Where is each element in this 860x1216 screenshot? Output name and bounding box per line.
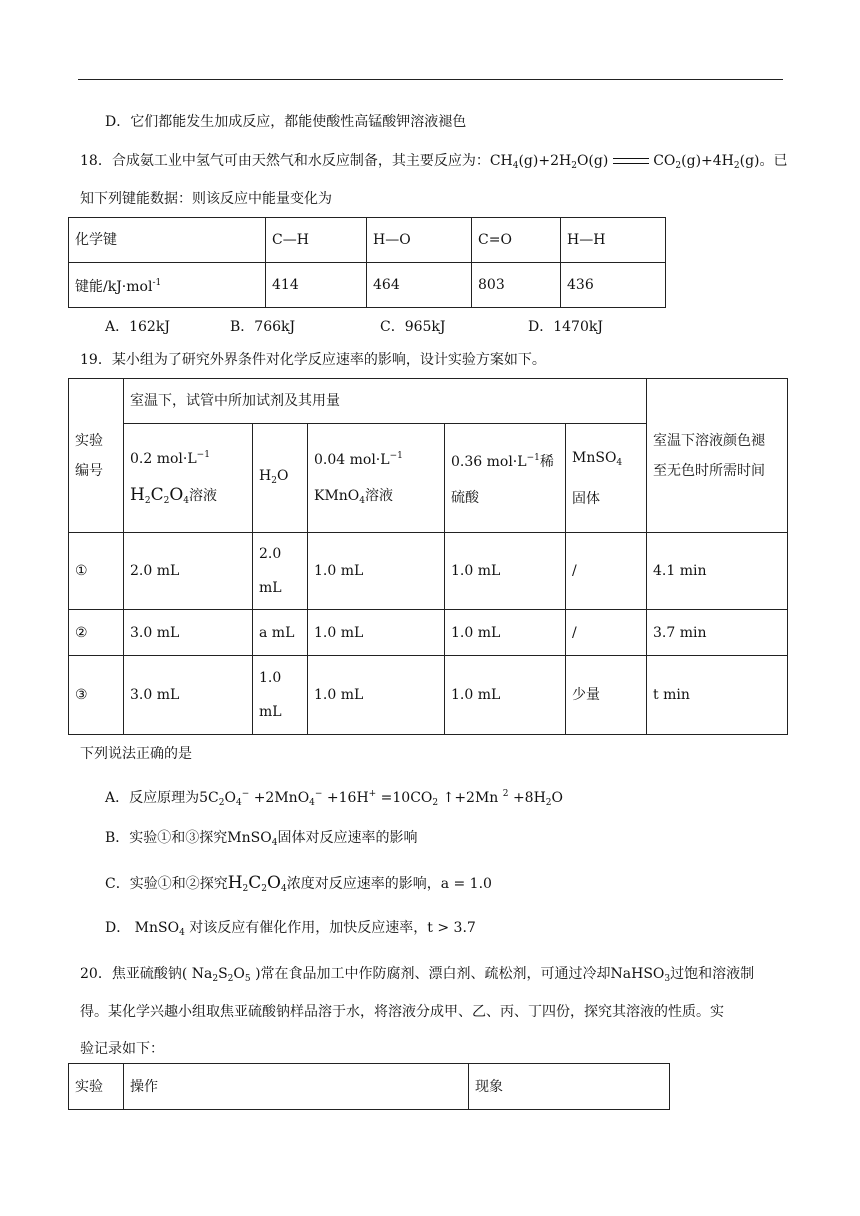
table-row [69, 656, 788, 735]
q20-stem-line3: 验记录如下： [80, 1041, 164, 1057]
table-cell: 现象 [469, 1064, 670, 1110]
header-text: 0.36 mol·L [451, 454, 527, 470]
header-text: KMnO [314, 487, 360, 504]
q18-stem-line1: 18．合成氨工业中氢气可由天然气和水反应制备，其主要反应为：$CH_4(g)+2H_2O(g)$ $CO_2(g)+4H_2(g)$。已 [80, 153, 788, 171]
table-cell: $H_2O$ [253, 424, 308, 533]
table-cell [69, 263, 266, 308]
q18-stem-text: (g)+4H [681, 153, 734, 169]
table-cell [69, 379, 124, 533]
header-text: 固体 [572, 490, 600, 507]
table-row [69, 263, 666, 308]
q20-text: 过饱和溶液制 [670, 966, 755, 982]
header-text: 至无色时所需时间 [653, 462, 765, 479]
row-label-sup: -1 [152, 278, 162, 288]
table-row [69, 218, 666, 263]
table-cell: 3.0 mL [124, 656, 253, 735]
q19-option-b: B．实验①和③探究MnSO$_4$固体对反应速率的影响 [105, 830, 418, 848]
q18-option-d: D．1470kJ [528, 319, 603, 335]
table-cell: 2.0 mL [124, 533, 253, 610]
q17-option-d: D．它们都能发生加成反应，都能使酸性高锰酸钾溶液褪色 [105, 114, 467, 130]
table-cell: C—H [266, 218, 367, 263]
q19-option-c: C．实验①和②探究$H_2C_2O_4$浓度对反应速率的影响，a = 1.0 [105, 873, 492, 894]
q20-text: )常在食品加工中作防腐剂、漂白剂、疏松剂，可通过冷却 [255, 966, 611, 982]
option-text: 对该反应有催化作用，加快反应速率， [189, 920, 428, 936]
table-cell: 操作 [124, 1064, 469, 1110]
header-text: 编号 [75, 462, 103, 479]
table-cell: / [566, 610, 647, 656]
table-cell: 414 [266, 263, 367, 308]
table-cell: 化学键 [69, 218, 266, 263]
cell-text: 2.0 [259, 546, 282, 562]
header-text: MnSO [572, 449, 617, 466]
table-cell: 3.7 min [647, 610, 788, 656]
header-text: 溶液 [365, 487, 394, 504]
table-row [69, 1064, 670, 1110]
header-text: 0.2 mol·L [130, 451, 197, 467]
table-row [69, 379, 788, 424]
table-cell: 4.1 min [647, 533, 788, 610]
q20-stem-line1: 20．焦亚硫酸钠( $Na_2S_2O_5$ )常在食品加工中作防腐剂、漂白剂、疏松剂，可通过冷却NaHSO$_3$过饱和溶液制 [80, 966, 755, 984]
cell-text: mL [259, 580, 282, 596]
q18-option-a: A．162kJ [105, 319, 170, 335]
q19-option-d: D． MnSO$_4$ 对该反应有催化作用，加快反应速率，t > 3.7 [105, 920, 476, 938]
option-text: C．实验①和②探究 [105, 876, 228, 892]
option-text: 固体对反应速率的影响 [277, 830, 418, 846]
header-text: 实验 [75, 432, 103, 449]
header-text: 稀 [539, 454, 554, 470]
table-cell: 1.0 mL [445, 656, 566, 735]
q18-stem-text: 18．合成氨工业中氢气可由天然气和水反应制备，其主要反应为：CH [80, 153, 513, 169]
table-cell: 0.04 $mol\cdot L^{-1}$ KMnO$_4$溶液 [308, 424, 445, 533]
q20-record-table [68, 1063, 670, 1110]
table-cell: 0.36 $mol\cdot L^{-1}$稀 硫酸 [445, 424, 566, 533]
table-cell: / [566, 533, 647, 610]
q19-stem: 19．某小组为了研究外界条件对化学反应速率的影响，设计实验方案如下。 [80, 352, 546, 368]
header-text: 0.04 mol·L [314, 451, 390, 468]
table-cell: ③ [69, 656, 124, 735]
table-cell: H—H [561, 218, 666, 263]
row-label: 键能/kJ·mol [75, 279, 153, 295]
table-cell: 实验 [69, 1064, 124, 1110]
q19-lead: 下列说法正确的是 [80, 746, 192, 762]
header-text: 溶液 [188, 488, 217, 504]
header-text: 室温下溶液颜色褪 [653, 432, 765, 449]
table-cell: H—O [367, 218, 472, 263]
q18-option-c: C．965kJ [380, 319, 446, 335]
table-cell: 1.0 mL [308, 610, 445, 656]
table-cell: 436 [561, 263, 666, 308]
q18-stem-line2: 知下列键能数据：则该反应中能量变化为 [80, 191, 332, 207]
header-text: H [259, 467, 272, 484]
table-cell: 少量 [566, 656, 647, 735]
table-cell [253, 656, 308, 735]
table-cell: a mL [253, 610, 308, 656]
table-row [69, 533, 788, 610]
table-cell: ① [69, 533, 124, 610]
table-cell: 室温下，试管中所加试剂及其用量 [124, 379, 647, 424]
q18-stem-text: (g)+2H [518, 153, 572, 169]
header-text: 硫酸 [451, 490, 479, 506]
table-cell: 3.0 mL [124, 610, 253, 656]
equilibrium-arrow-icon [613, 156, 649, 166]
q18-stem-text: CO [653, 153, 676, 169]
table-cell: 1.0 mL [308, 656, 445, 735]
header-rule [78, 79, 783, 80]
table-row [69, 610, 788, 656]
cell-text: 1.0 [259, 670, 282, 686]
option-text: B．实验①和③探究 [105, 830, 228, 846]
q19-option-a: A．反应原理为$5C_2O_4^- +2MnO_4^- +16H^+ =10CO_2$ ↑+2Mn $^2 +8H_2O$ [105, 789, 564, 808]
option-text: 浓度对反应速率的影响， [286, 876, 441, 892]
q18-option-b: B．766kJ [230, 319, 296, 335]
table-cell: 0.2 $mol\cdot L^{-1}$ $H_2C_2O_4$溶液 [124, 424, 253, 533]
table-cell: C=O [472, 218, 561, 263]
table-cell: 803 [472, 263, 561, 308]
q18-stem-text: (g)。已 [739, 153, 788, 169]
table-cell: 1.0 mL [445, 610, 566, 656]
table-cell [253, 533, 308, 610]
table-cell: ② [69, 610, 124, 656]
table-cell: 464 [367, 263, 472, 308]
option-text: t > 3.7 [427, 920, 476, 936]
q20-stem-line2: 得。某化学兴趣小组取焦亚硫酸钠样品溶于水，将溶液分成甲、乙、丙、丁四份，探究其溶液的性质。实 [80, 1004, 724, 1020]
option-text: a = 1.0 [440, 876, 492, 892]
option-text: A．反应原理为 [105, 790, 200, 806]
q20-text: 20．焦亚硫酸钠( [80, 966, 188, 982]
bond-energy-table [68, 217, 666, 308]
table-cell: t min [647, 656, 788, 735]
table-cell: MnSO$_4$ 固体 [566, 424, 647, 533]
cell-text: mL [259, 704, 282, 720]
table-cell [647, 379, 788, 533]
table-cell: 1.0 mL [308, 533, 445, 610]
table-cell: 1.0 mL [445, 533, 566, 610]
q18-stem-text: O(g) [576, 153, 609, 169]
experiment-table [68, 378, 788, 735]
